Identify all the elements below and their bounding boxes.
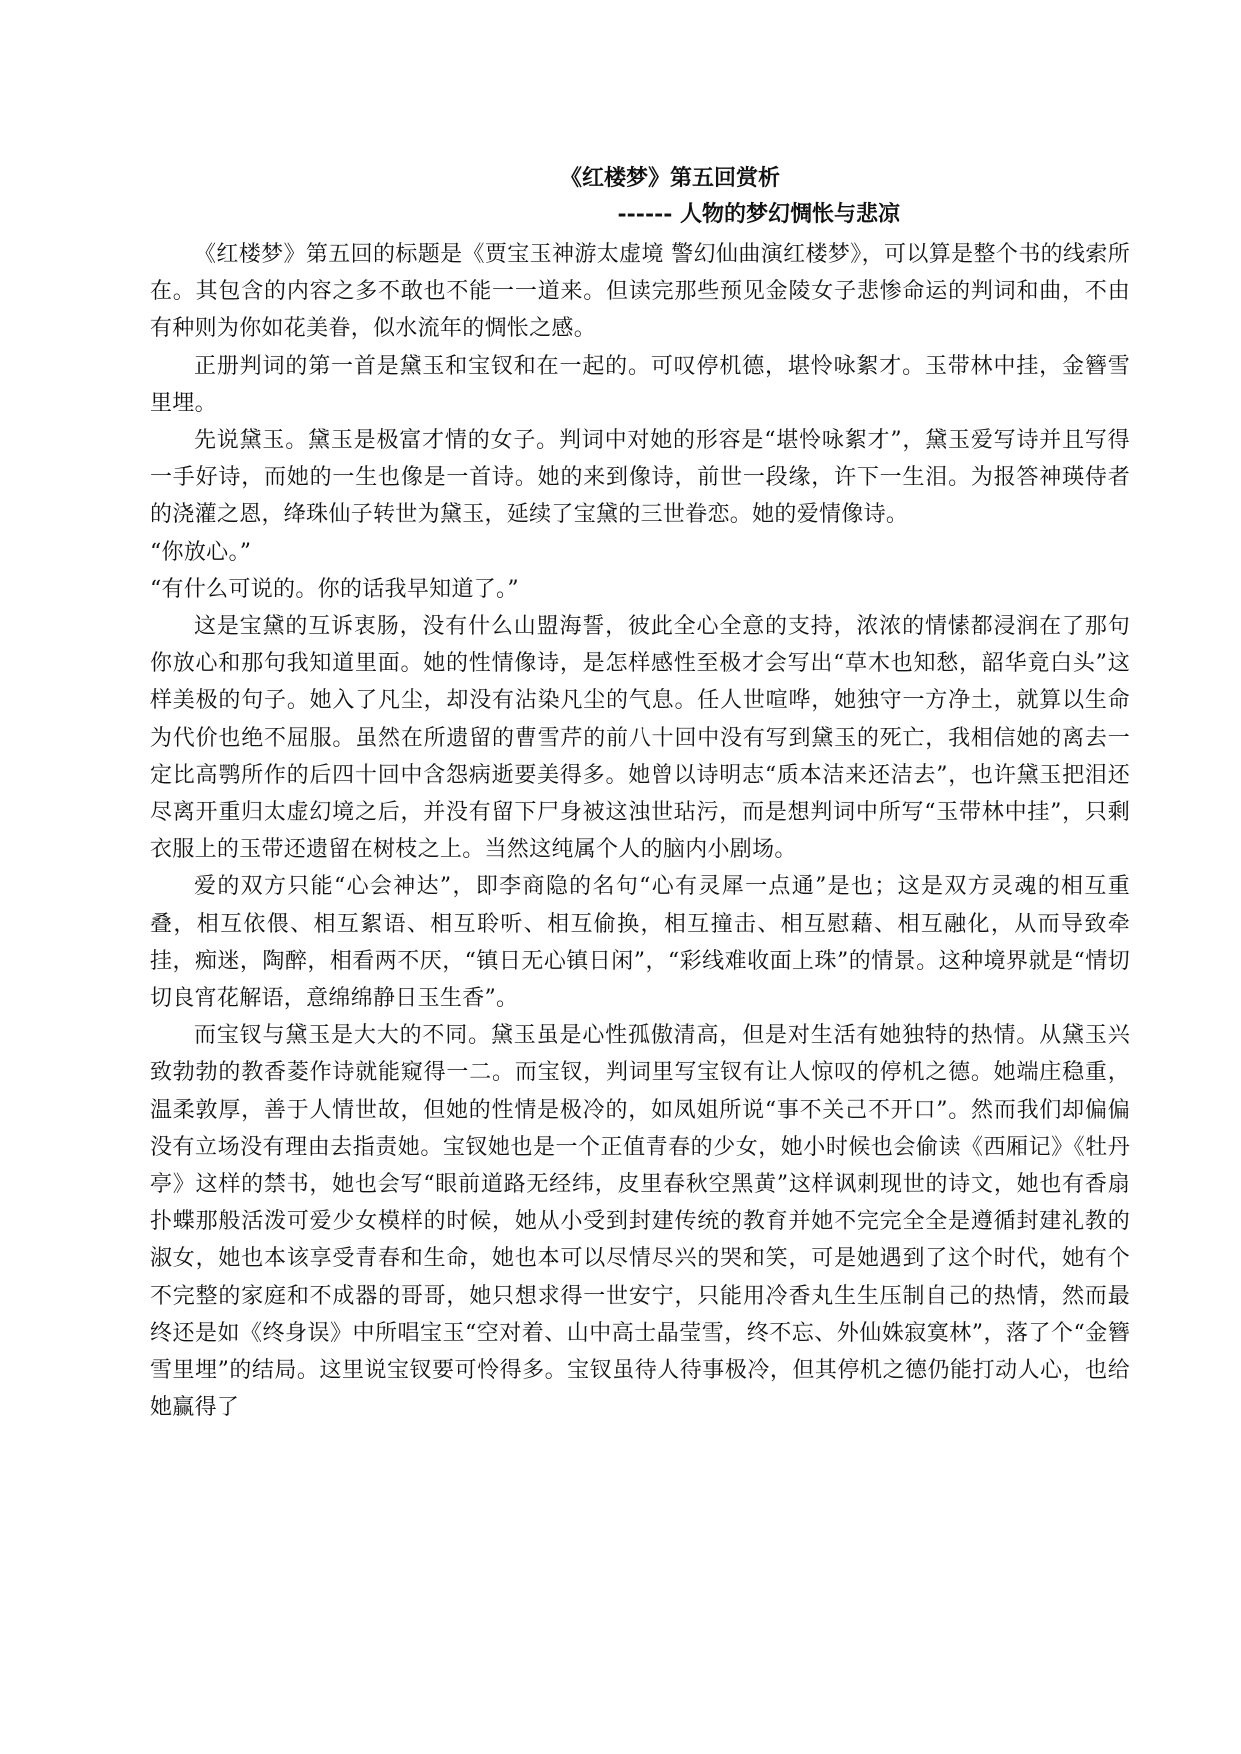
paragraph-soul-connection: 爱的双方只能“心会神达”，即李商隐的名句“心有灵犀一点通”是也；这是双方灵魂的相互重叠，相互依偎、相互絮语、相互聆听、相互偷换，相互撞击、相互慰藉、相互融化，从而导致牵挂，痴迷，陶醉，相看两不厌，“镇日无心镇日闲”，“彩线难收面上珠”的情景。这种境界就是“情切切良宵花解语，意绵绵静日玉生香”。 (150, 874, 1130, 1012)
paragraph-quote-2: “有什么可说的。你的话我早知道了。” (150, 576, 519, 602)
paragraph-baochai: 而宝钗与黛玉是大大的不同。黛玉虽是心性孤傲清高，但是对生活有她独特的热情。从黛玉兴致勃勃的教香菱作诗就能窥得一二。而宝钗，判词里写宝钗有让人惊叹的停机之德。她端庄稳重，温柔敦厚，善于人情世故，但她的性情是极冷的，如凤姐所说“事不关己不开口”。然而我们却偏偏没有立场没有理由去指责她。宝钗她也是一个正值青春的少女，她小时候也会偷读《西厢记》《牡丹亭》这样的禁书，她也会写“眼前道路无经纬，皮里春秋空黑黄”这样讽刺现世的诗文，她也有香扇扑蝶那般活泼可爱少女模样的时候，她从小受到封建传统的教育并她不完完全全是遵循封建礼教的淑女，她也本该享受青春和生命，她也本可以尽情尽兴的哭和笑，可是她遇到了这个时代，她有个不完整的家庭和不成器的哥哥，她只想求得一世安宁，只能用冷香丸生生压制自己的热情，然而最终还是如《终身误》中所唱宝玉“空对着、山中高士晶莹雪，终不忘、外仙姝寂寞林”，落了个“金簪雪里埋”的结局。这里说宝钗要可怜得多。宝钗虽待人待事极冷，但其停机之德仍能打动人心，也给她赢得了 (150, 1023, 1130, 1421)
paragraph-judgment-poem: 正册判词的第一首是黛玉和宝钗和在一起的。可叹停机德，堪怜咏絮才。玉带林中挂，金簪雪里埋。 (150, 353, 1130, 416)
paragraph-daiyu: 先说黛玉。黛玉是极富才情的女子。判词中对她的形容是“堪怜咏絮才”，黛玉爱写诗并且写得一手好诗，而她的一生也像是一首诗。她的来到像诗，前世一段缘，许下一生泪。为报答神瑛侍者的浇灌之恩，绛珠仙子转世为黛玉，延续了宝黛的三世眷恋。她的爱情像诗。 (150, 428, 1130, 528)
paragraph-quote-1: “你放心。” (150, 539, 252, 565)
paragraph-intro: 《红楼梦》第五回的标题是《贾宝玉神游太虚境 警幻仙曲演红楼梦》，可以算是整个书的线索所在。其包含的内容之多不敢也不能一一道来。但读完那些预见金陵女子悲惨命运的判词和曲，不由有种则为你如花美眷，似水流年的惆怅之感。 (150, 242, 1130, 342)
document-page (150, 160, 1130, 1427)
paragraph-baodai-love: 这是宝黛的互诉衷肠，没有什么山盟海誓，彼此全心全意的支持，浓浓的情愫都浸润在了那句你放心和那句我知道里面。她的性情像诗，是怎样感性至极才会写出“草木也知愁，韶华竟白头”这样美极的句子。她入了凡尘，却没有沾染凡尘的气息。任人世喧哗，她独守一方净土，就算以生命为代价也绝不屈服。虽然在所遗留的曹雪芹的前八十回中没有写到黛玉的死亡，我相信她的离去一定比高鹗所作的后四十回中含怨病逝要美得多。她曾以诗明志“质本洁来还洁去”，也许黛玉把泪还尽离开重归太虚幻境之后，并没有留下尸身被这浊世玷污，而是想判词中所写“玉带林中挂”，只剩衣服上的玉带还遗留在树枝之上。当然这纯属个人的脑内小剧场。 (150, 614, 1130, 863)
document-title: 《红楼梦》第五回赏析 (559, 165, 780, 191)
document-subtitle: ------ 人物的梦幻惆怅与悲凉 (617, 201, 900, 227)
